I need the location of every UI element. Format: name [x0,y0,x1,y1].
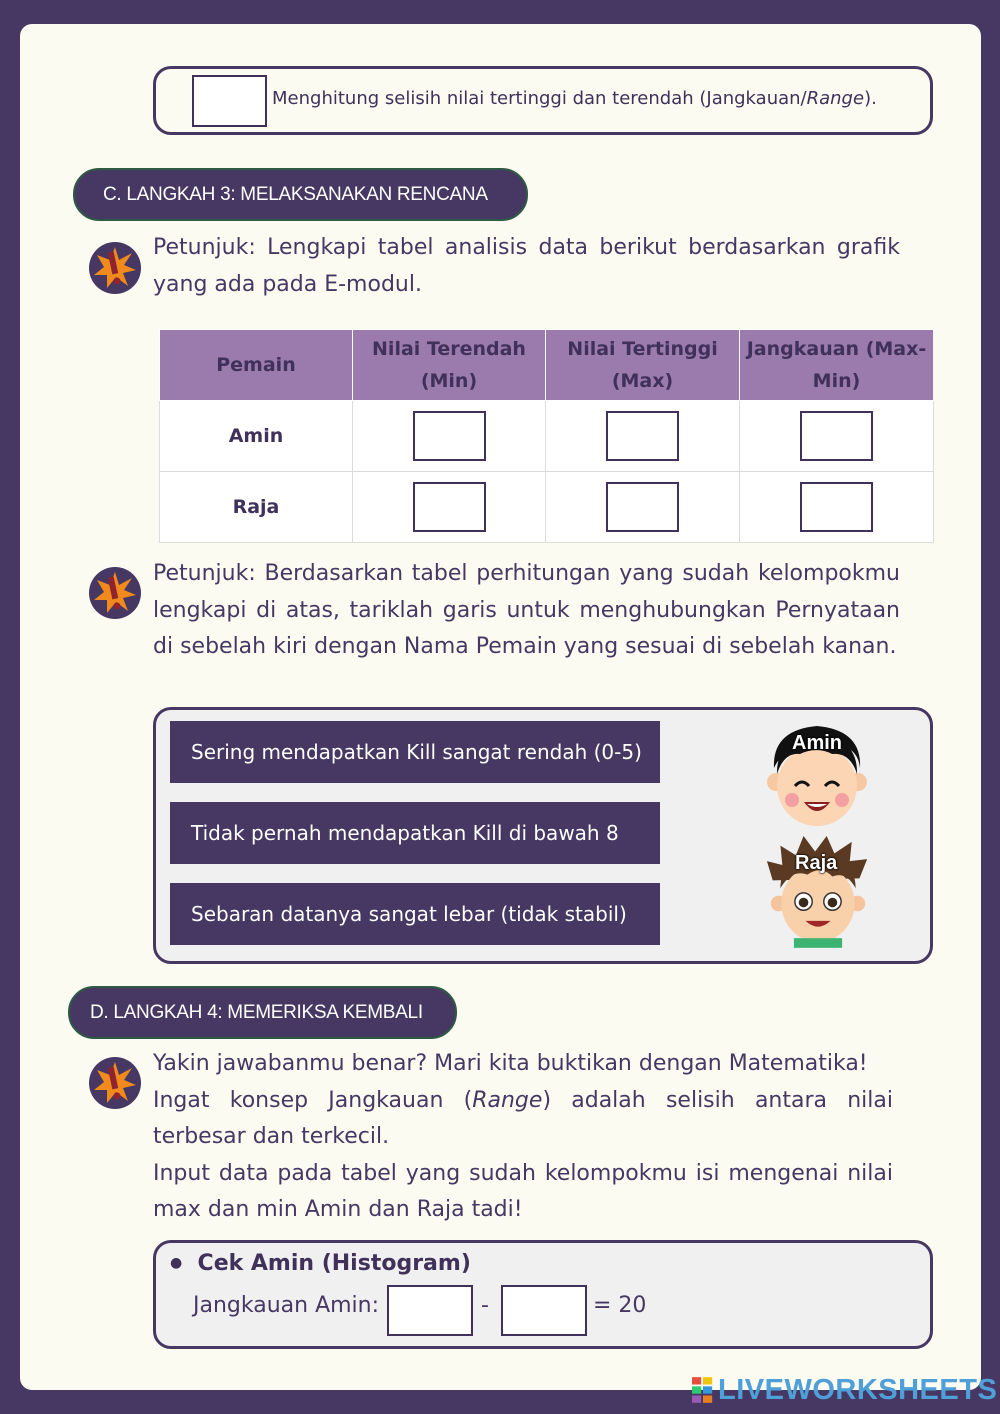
check-result: = 20 [593,1293,647,1318]
raja-min-input[interactable] [413,482,486,532]
player-name: Raja [160,472,353,543]
hint-text-1: Petunjuk: Lengkapi tabel analisis data berikut berdasarkan grafik yang ada pada E-modul. [153,235,900,297]
amin-label: Amin [792,732,842,754]
header-max: Nilai Tertinggi (Max) [546,330,740,401]
check-amin-card [153,1240,933,1349]
liveworksheets-logo[interactable] [692,1374,997,1406]
header-range: Jangkauan (Max-Min) [740,330,934,401]
minus-sign: - [481,1293,489,1318]
table-row [160,472,934,543]
amin-max-input[interactable] [606,411,679,461]
header-pemain: Pemain [160,330,353,401]
statement-low-kill[interactable]: Sering mendapatkan Kill sangat rendah (0-5) [170,721,660,783]
raja-label: Raja [795,852,838,874]
alert-icon [88,1056,142,1110]
statement-never-below-8[interactable]: Tidak pernah mendapatkan Kill di bawah 8 [170,802,660,864]
raja-avatar[interactable] [765,830,871,950]
table-row [160,401,934,472]
amin-max-check-input[interactable] [387,1285,473,1336]
raja-max-input[interactable] [606,482,679,532]
checkbox-range[interactable] [192,75,267,127]
intro-line-2: Ingat konsep Jangkauan (Range) adalah selisih antara nilai terbesar dan terkecil. [153,1087,893,1149]
alert-icon [88,241,142,295]
check-label: Jangkauan Amin: [193,1293,380,1318]
amin-range-input[interactable] [800,411,873,461]
check-intro-text [153,1046,893,1229]
section-d-title: D. LANGKAH 4: MEMERIKSA KEMBALI [68,986,457,1039]
analysis-table [159,329,934,543]
step-item-text: Menghitung selisih nilai tertinggi dan terendah (Jangkauan/Range). [272,88,877,109]
statement-wide-spread[interactable]: Sebaran datanya sangat lebar (tidak stabil) [170,883,660,945]
section-c-title: C. LANGKAH 3: MELAKSANAKAN RENCANA [73,168,528,221]
intro-line-3: Input data pada tabel yang sudah kelompokmu isi mengenai nilai max dan min Amin dan Raja tadi! [153,1160,893,1222]
liveworksheets-logo-icon [692,1376,714,1404]
raja-range-input[interactable] [800,482,873,532]
table-header-row [160,330,934,401]
intro-line-1: Yakin jawabanmu benar? Mari kita buktikan dengan Matematika! [153,1051,868,1076]
step-item-card [153,66,933,135]
amin-min-input[interactable] [413,411,486,461]
amin-min-check-input[interactable] [501,1285,587,1336]
logo-text: LIVEWORKSHEETS [718,1373,998,1406]
check-title: ● Cek Amin (Histogram) [170,1251,471,1276]
player-name: Amin [160,401,353,472]
hint-text-2: Petunjuk: Berdasarkan tabel perhitungan yang sudah kelompokmu lengkapi di atas, tariklah garis untuk menghubungkan Pernyataan di sebelah kiri dengan Nama Pemain yang sesuai di sebelah kanan. [153,561,900,659]
alert-icon [88,566,142,620]
header-min: Nilai Terendah (Min) [353,330,546,401]
